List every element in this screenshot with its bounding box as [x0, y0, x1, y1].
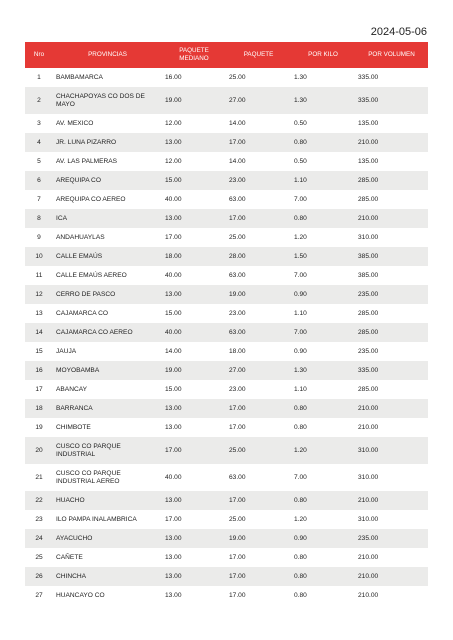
table-row [25, 548, 428, 567]
cell-provincia: AV. MEXICO [56, 119, 94, 127]
header-row [25, 42, 428, 68]
cell-paquete: 17.00 [226, 567, 291, 586]
cell-por-volumen: 210.00 [355, 209, 428, 228]
cell-nro: 8 [25, 209, 53, 228]
cell-paquete: 63.00 [226, 323, 291, 342]
cell-paquete-mediano: 15.00 [165, 309, 182, 317]
cell-por-kilo: 0.80 [291, 209, 355, 228]
cell-por-volumen: 210.00 [355, 567, 428, 586]
cell-nro: 12 [25, 285, 53, 304]
table-row [25, 586, 428, 605]
cell-paquete-mediano: 40.00 [165, 195, 182, 203]
cell-paquete: 19.00 [226, 529, 291, 548]
cell-nro: 27 [35, 591, 43, 599]
cell-provincia: JAUJA [56, 347, 77, 355]
table-row [25, 464, 428, 491]
cell-paquete: 17.00 [229, 423, 246, 431]
cell-paquete-mediano: 13.00 [165, 553, 182, 561]
cell-por-volumen: 335.00 [358, 73, 379, 81]
cell-nro: 3 [37, 119, 41, 127]
cell-provincia: CAJAMARCA CO [56, 309, 109, 317]
cell-por-volumen: 210.00 [355, 133, 428, 152]
document-date: 2024-05-06 [370, 26, 427, 38]
table-row [25, 418, 428, 437]
cell-nro: 14 [25, 323, 53, 342]
cell-provincia: CHACHAPOYAS CO DOS DE MAYO [53, 87, 162, 114]
header-por-kilo: POR KILO [291, 42, 355, 68]
cell-por-volumen: 210.00 [358, 423, 379, 431]
table-row [25, 437, 428, 464]
cell-provincia: CALLE EMAÚS [53, 247, 162, 266]
cell-paquete: 25.00 [229, 515, 246, 523]
cell-por-kilo: 0.90 [294, 347, 307, 355]
cell-provincia: CUSCO CO PARQUE INDUSTRIAL AEREO [56, 469, 121, 485]
cell-por-volumen: 285.00 [355, 323, 428, 342]
cell-provincia: MOYOBAMBA [53, 361, 162, 380]
cell-por-kilo: 1.50 [291, 247, 355, 266]
table-row [25, 285, 428, 304]
table-row [25, 152, 428, 171]
cell-paquete: 23.00 [229, 309, 246, 317]
cell-paquete: 19.00 [226, 285, 291, 304]
cell-por-volumen: 385.00 [358, 271, 379, 279]
table-row [25, 399, 428, 418]
cell-por-kilo: 0.50 [294, 157, 307, 165]
cell-paquete-mediano: 13.00 [165, 423, 182, 431]
cell-por-kilo: 0.90 [291, 529, 355, 548]
table-row [25, 190, 428, 209]
cell-provincia: AREQUIPA CO AEREO [56, 195, 126, 203]
cell-por-volumen: 210.00 [355, 399, 428, 418]
table-row [25, 228, 428, 247]
table-row [25, 114, 428, 133]
cell-provincia: CUSCO CO PARQUE INDUSTRIAL [53, 437, 162, 464]
cell-nro: 13 [35, 309, 43, 317]
cell-paquete-mediano: 17.00 [165, 233, 182, 241]
cell-por-kilo: 0.80 [294, 423, 307, 431]
cell-por-volumen: 385.00 [355, 247, 428, 266]
cell-paquete-mediano: 17.00 [162, 437, 226, 464]
cell-nro: 21 [35, 473, 43, 481]
cell-por-volumen: 310.00 [358, 515, 379, 523]
cell-provincia: CHIMBOTE [56, 423, 91, 431]
header-provincias: PROVINCIAS [53, 42, 162, 68]
table-row [25, 87, 428, 114]
cell-provincia: CAÑETE [56, 553, 83, 561]
cell-por-volumen: 285.00 [355, 171, 428, 190]
cell-paquete: 63.00 [229, 271, 246, 279]
cell-paquete: 17.00 [229, 553, 246, 561]
cell-nro: 1 [37, 73, 41, 81]
cell-paquete-mediano: 13.00 [162, 285, 226, 304]
cell-por-volumen: 335.00 [355, 87, 428, 114]
cell-provincia: ILO PAMPA INALAMBRICA [56, 515, 137, 523]
cell-nro: 26 [25, 567, 53, 586]
cell-por-volumen: 285.00 [358, 309, 379, 317]
header-nro: Nro [25, 42, 53, 68]
cell-paquete-mediano: 13.00 [162, 399, 226, 418]
cell-paquete-mediano: 17.00 [165, 515, 182, 523]
cell-paquete: 18.00 [229, 347, 246, 355]
cell-nro: 6 [25, 171, 53, 190]
cell-provincia: ABANCAY [56, 385, 88, 393]
table-row [25, 361, 428, 380]
cell-por-kilo: 1.20 [294, 515, 307, 523]
header-paquete: PAQUETE [226, 42, 291, 68]
table-row [25, 491, 428, 510]
cell-provincia: BARRANCA [53, 399, 162, 418]
cell-paquete-mediano: 16.00 [165, 73, 182, 81]
table-body [25, 68, 428, 605]
header-paquete-mediano: PAQUETE MEDIANO [162, 42, 226, 68]
cell-por-kilo: 0.80 [291, 133, 355, 152]
cell-nro: 16 [25, 361, 53, 380]
cell-paquete-mediano: 15.00 [165, 385, 182, 393]
cell-por-volumen: 235.00 [358, 347, 379, 355]
cell-por-kilo: 1.10 [291, 171, 355, 190]
cell-provincia: ICA [53, 209, 162, 228]
cell-por-volumen: 135.00 [358, 119, 379, 127]
table-row [25, 247, 428, 266]
table-row [25, 266, 428, 285]
cell-paquete: 17.00 [226, 133, 291, 152]
table-row [25, 567, 428, 586]
cell-nro: 11 [35, 271, 43, 279]
cell-paquete: 17.00 [226, 399, 291, 418]
table-row [25, 510, 428, 529]
cell-provincia: JR. LUNA PIZARRO [53, 133, 162, 152]
cell-nro: 5 [37, 157, 41, 165]
cell-por-kilo: 1.20 [294, 233, 307, 241]
table-row [25, 529, 428, 548]
table-row [25, 209, 428, 228]
cell-por-volumen: 285.00 [358, 195, 379, 203]
cell-por-kilo: 7.00 [294, 473, 307, 481]
table-row [25, 68, 428, 87]
cell-nro: 22 [25, 491, 53, 510]
cell-provincia: ANDAHUAYLAS [56, 233, 105, 241]
cell-nro: 18 [25, 399, 53, 418]
cell-paquete-mediano: 12.00 [165, 157, 182, 165]
cell-provincia: AV. LAS PALMERAS [56, 157, 118, 165]
cell-por-kilo: 7.00 [294, 271, 307, 279]
cell-paquete: 63.00 [229, 195, 246, 203]
cell-nro: 20 [25, 437, 53, 464]
cell-por-volumen: 310.00 [355, 437, 428, 464]
header-por-volumen: POR VOLUMEN [355, 42, 428, 68]
cell-paquete-mediano: 13.00 [162, 567, 226, 586]
cell-por-kilo: 0.80 [291, 567, 355, 586]
cell-nro: 23 [35, 515, 43, 523]
cell-provincia: HUANCAYO CO [56, 591, 105, 599]
cell-nro: 17 [35, 385, 43, 393]
table-row [25, 133, 428, 152]
cell-paquete-mediano: 14.00 [165, 347, 182, 355]
cell-por-kilo: 0.80 [294, 553, 307, 561]
cell-paquete: 14.00 [229, 119, 246, 127]
cell-provincia: AYACUCHO [53, 529, 162, 548]
cell-paquete: 25.00 [229, 233, 246, 241]
cell-por-kilo: 7.00 [291, 323, 355, 342]
cell-por-kilo: 0.50 [294, 119, 307, 127]
cell-por-volumen: 210.00 [355, 491, 428, 510]
cell-paquete: 23.00 [226, 171, 291, 190]
cell-nro: 15 [35, 347, 43, 355]
cell-por-kilo: 1.30 [291, 361, 355, 380]
cell-paquete-mediano: 40.00 [165, 473, 182, 481]
cell-por-kilo: 0.90 [291, 285, 355, 304]
cell-paquete: 28.00 [226, 247, 291, 266]
cell-por-kilo: 1.20 [291, 437, 355, 464]
cell-paquete: 17.00 [226, 209, 291, 228]
cell-nro: 10 [25, 247, 53, 266]
cell-paquete: 25.00 [229, 73, 246, 81]
cell-por-volumen: 310.00 [358, 473, 379, 481]
cell-por-volumen: 210.00 [358, 591, 379, 599]
cell-por-volumen: 235.00 [355, 529, 428, 548]
cell-nro: 9 [37, 233, 41, 241]
cell-paquete-mediano: 19.00 [162, 361, 226, 380]
cell-nro: 2 [25, 87, 53, 114]
cell-paquete: 27.00 [226, 361, 291, 380]
cell-por-volumen: 210.00 [358, 553, 379, 561]
cell-provincia: HUACHO [53, 491, 162, 510]
table-row [25, 342, 428, 361]
cell-paquete-mediano: 13.00 [165, 591, 182, 599]
cell-paquete-mediano: 40.00 [165, 271, 182, 279]
cell-provincia: CALLE EMAÚS AEREO [56, 271, 127, 279]
cell-nro: 4 [25, 133, 53, 152]
cell-paquete-mediano: 13.00 [162, 491, 226, 510]
cell-paquete: 23.00 [229, 385, 246, 393]
cell-por-kilo: 1.10 [294, 385, 307, 393]
cell-paquete: 63.00 [229, 473, 246, 481]
cell-provincia: CAJAMARCA CO AEREO [53, 323, 162, 342]
table-row [25, 323, 428, 342]
table-row [25, 380, 428, 399]
cell-nro: 24 [25, 529, 53, 548]
cell-por-kilo: 0.80 [291, 491, 355, 510]
cell-por-kilo: 0.80 [291, 399, 355, 418]
cell-paquete-mediano: 13.00 [162, 133, 226, 152]
cell-paquete-mediano: 12.00 [165, 119, 182, 127]
cell-paquete-mediano: 13.00 [162, 529, 226, 548]
cell-por-kilo: 1.10 [294, 309, 307, 317]
cell-nro: 7 [37, 195, 41, 203]
cell-por-volumen: 135.00 [358, 157, 379, 165]
cell-por-volumen: 335.00 [355, 361, 428, 380]
cell-provincia: BAMBAMARCA [56, 73, 103, 81]
table-row [25, 171, 428, 190]
cell-nro: 25 [35, 553, 43, 561]
cell-provincia: AREQUIPA CO [53, 171, 162, 190]
cell-provincia: CERRO DE PASCO [53, 285, 162, 304]
table-row [25, 304, 428, 323]
cell-por-kilo: 1.30 [291, 87, 355, 114]
cell-por-kilo: 7.00 [294, 195, 307, 203]
cell-por-volumen: 310.00 [358, 233, 379, 241]
cell-paquete-mediano: 15.00 [162, 171, 226, 190]
cell-por-kilo: 1.30 [294, 73, 307, 81]
cell-paquete-mediano: 18.00 [162, 247, 226, 266]
cell-por-volumen: 285.00 [358, 385, 379, 393]
cell-paquete: 27.00 [226, 87, 291, 114]
cell-paquete-mediano: 40.00 [162, 323, 226, 342]
cell-provincia: CHINCHA [53, 567, 162, 586]
cell-paquete-mediano: 13.00 [162, 209, 226, 228]
cell-paquete-mediano: 19.00 [162, 87, 226, 114]
cell-nro: 19 [35, 423, 43, 431]
cell-por-kilo: 0.80 [294, 591, 307, 599]
cell-paquete: 25.00 [226, 437, 291, 464]
cell-paquete: 14.00 [229, 157, 246, 165]
table-header [25, 42, 428, 68]
cell-por-volumen: 235.00 [355, 285, 428, 304]
cell-paquete: 17.00 [229, 591, 246, 599]
cell-paquete: 17.00 [226, 491, 291, 510]
rates-table [25, 42, 428, 605]
